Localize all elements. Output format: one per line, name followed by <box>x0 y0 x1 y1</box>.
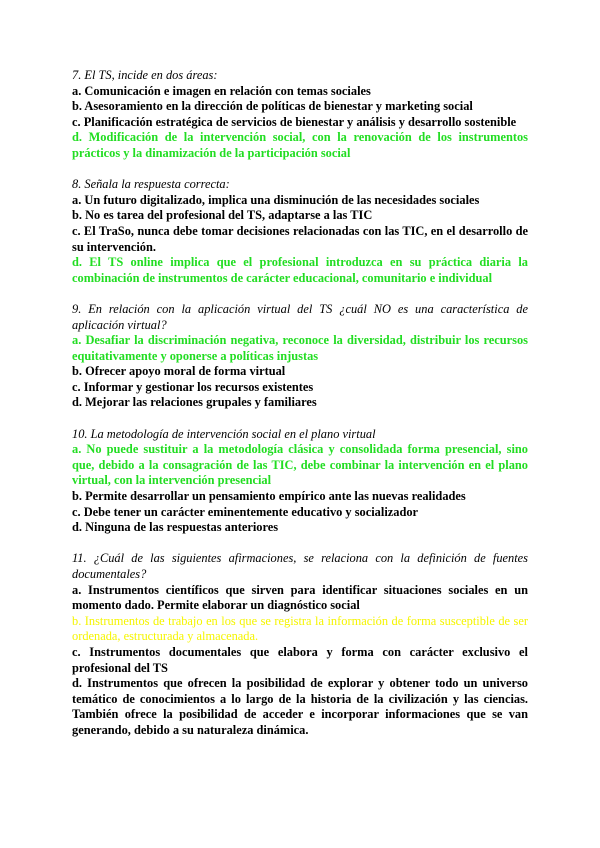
option-d: d. Ninguna de las respuestas anteriores <box>72 520 279 535</box>
option-b: b. Permite desarrollar un pensamiento empírico ante las nuevas realidades <box>72 489 466 504</box>
option-c: c. Debe tener un carácter eminentemente educativo y socializador <box>72 504 419 519</box>
question-9 <box>72 302 528 411</box>
option-d: d. Mejorar las relaciones grupales y familiares <box>72 395 317 410</box>
question-text: 7. El TS, incide en dos áreas: <box>72 68 218 82</box>
option-a: a. Comunicación e imagen en relación con temas sociales <box>72 83 371 98</box>
question-text: 10. La metodología de intervención social en el plano virtual <box>72 426 376 441</box>
option-b: b. Asesoramiento en la dirección de políticas de bienestar y marketing social <box>72 99 473 114</box>
option-b: b. Ofrecer apoyo moral de forma virtual <box>72 364 286 379</box>
option-d-correct: d. Modificación de la intervención social, con la renovación de los instrumentos prácticos y la dinamización de la participación social <box>72 130 528 160</box>
question-10 <box>72 427 528 536</box>
option-a: a. Instrumentos científicos que sirven para identificar situaciones sociales en un momento dado. Permite elaborar un diagnóstico social <box>72 582 528 613</box>
option-c: c. Planificación estratégica de servicios de bienestar y análisis y desarrollo sostenible <box>72 114 517 129</box>
question-11 <box>72 551 528 738</box>
option-c: c. Informar y gestionar los recursos existentes <box>72 379 314 394</box>
question-7 <box>72 68 528 162</box>
question-text: 9. En relación con la aplicación virtual del TS ¿cuál NO es una característica de aplicación virtual? <box>72 301 528 332</box>
option-a: a. Un futuro digitalizado, implica una disminución de las necesidades sociales <box>72 192 480 207</box>
question-text: 8. Señala la respuesta correcta: <box>72 177 230 192</box>
exam-page <box>72 68 528 754</box>
question-8 <box>72 177 528 286</box>
option-b-highlighted: b. Instrumentos de trabajo en los que se registra la información de forma susceptible de ser ordenada, estructurada y almacenada. <box>72 613 528 644</box>
option-b: b. No es tarea del profesional del TS, adaptarse a las TIC <box>72 208 373 223</box>
question-text: 11. ¿Cuál de las siguientes afirmaciones, se relaciona con la definición de fuentes documentales? <box>72 551 528 581</box>
option-a-correct: a. Desafiar la discriminación negativa, reconoce la diversidad, distribuir los recursos equitativamente y oponerse a políticas injustas <box>72 333 528 363</box>
option-c: c. El TraSo, nunca debe tomar decisiones relacionadas con las TIC, en el desarrollo de su intervención. <box>72 223 528 254</box>
option-c: c. Instrumentos documentales que elabora y forma con carácter exclusivo el profesional del TS <box>72 644 528 675</box>
option-d: d. Instrumentos que ofrecen la posibilidad de explorar y obtener todo un universo temático de conocimientos a lo largo de la historia de la civilización y las ciencias. También ofrece la posibilidad de acceder e incorporar informaciones que se van generando, debido a su naturaleza dinámica. <box>72 676 528 737</box>
option-d-correct: d. El TS online implica que el profesional introduzca en su práctica diaria la combinación de instrumentos de carácter educacional, comunitario e individual <box>72 255 528 285</box>
option-a-correct: a. No puede sustituir a la metodología clásica y consolidada forma presencial, sino que, debido a la consagración de las TIC, debe combinar la intervención en el plano virtual, con la intervención presencial <box>72 442 528 488</box>
